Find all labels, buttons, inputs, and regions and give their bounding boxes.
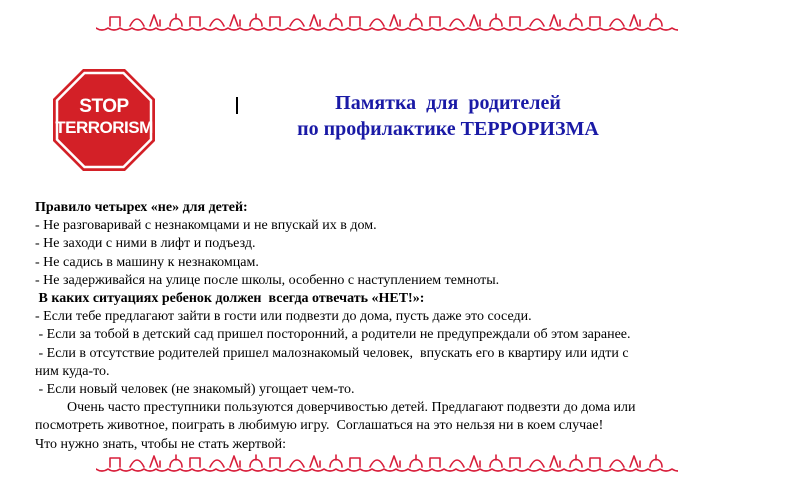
situation-item: - Если новый человек (не знакомый) угощает чем-то. — [35, 382, 355, 398]
memo-title — [248, 90, 648, 142]
rule-heading: Правило четырех «не» для детей: — [35, 200, 248, 215]
stop-sign-line1: STOP — [79, 96, 129, 117]
memo-body — [35, 199, 735, 454]
title-line-2: по профилактике ТЕРРОРИЗМА — [297, 118, 599, 140]
no-situations-heading: В каких ситуациях ребенок должен всегда отвечать «НЕТ!»: — [35, 291, 425, 307]
stop-terrorism-sign — [52, 68, 156, 172]
paragraph-line: Очень часто преступники пользуются доверчивостью детей. Предлагают подвезти до дома или — [67, 400, 636, 416]
situation-item: - Если за тобой в детский сад пришел посторонний, а родители не предупреждали об этом заранее. — [35, 327, 631, 343]
situation-item: ним куда-то. — [35, 363, 110, 379]
title-line-1: Памятка для родителей — [335, 92, 561, 114]
text-cursor — [236, 97, 238, 114]
decorative-border-top — [96, 10, 678, 36]
decorative-border-bottom — [96, 451, 678, 477]
paragraph-line: посмотреть животное, поиграть в любимую игру. Соглашаться на это нельзя ни в коем случае! — [35, 418, 604, 434]
rule-item: - Не садись в машину к незнакомцам. — [35, 254, 259, 270]
situation-item: - Если тебе предлагают зайти в гости или подвезти до дома, пусть даже это соседи. — [35, 309, 532, 325]
rule-item: - Не задерживайся на улице после школы, особенно с наступлением темноты. — [35, 272, 500, 288]
stop-sign-line2: TERRORISM — [55, 118, 153, 137]
closing-line: Что нужно знать, чтобы не стать жертвой: — [35, 436, 286, 452]
situation-item: - Если в отсутствие родителей пришел малознакомый человек, впускать его в квартиру или идти с — [35, 345, 629, 361]
rule-item: - Не разговаривай с незнакомцами и не впускай их в дом. — [35, 218, 377, 234]
rule-item: - Не заходи с ними в лифт и подъезд. — [35, 236, 256, 252]
